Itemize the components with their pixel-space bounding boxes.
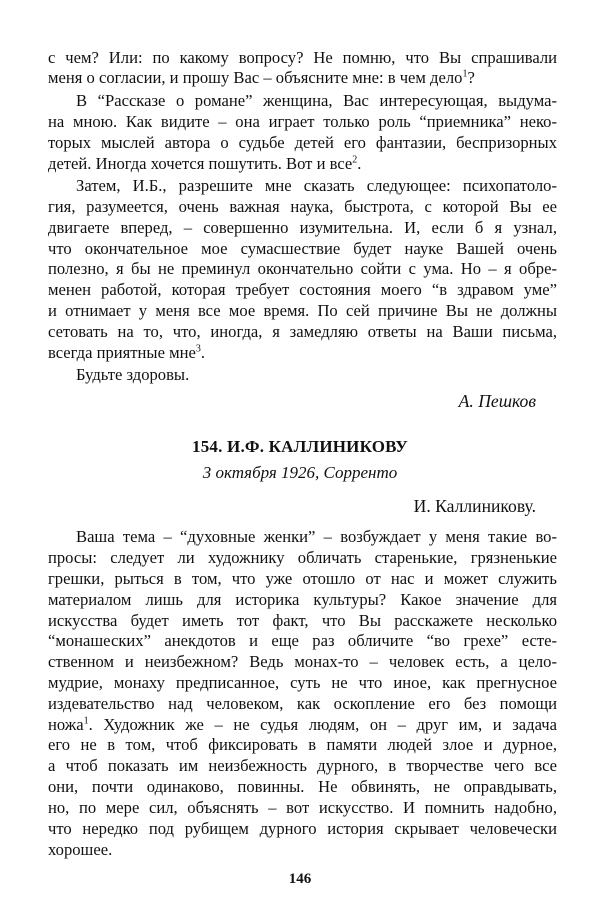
text-line: Ваша тема – “духовные женки” – возбуждает у меня такие во- (76, 527, 557, 547)
text-line: на мною. Как видите – она играет только роль “приемника” неко- (48, 111, 557, 131)
text-line: ственном и неизбежном? Ведь монах-то – человек есть, а цело- (48, 652, 557, 672)
signature: А. Пешков (458, 390, 536, 411)
text-line: меня о согласии, и прошу Вас – объясните мне: в чем дело$^1$? (48, 67, 475, 87)
text-line: материалом лишь для историка культуры? Какое значение для (48, 589, 557, 609)
text-line: ножа$^1$. Художник же – не судья людям, он – друг им, и задача (48, 714, 557, 734)
text-line: В “Рассказе о романе” женщина, Вас интересующая, выдума- (76, 91, 557, 111)
text-line: менен работой, которая требует состояния моего “в здравом уме” (48, 280, 557, 300)
text-line: хорошее. (48, 840, 113, 860)
text-line: они, почти одинаково, повинны. Не обвинять, не оправдывать, (48, 777, 557, 797)
text-line: гия, разумеется, очень важная наука, быстрота, с которой Вы ее (48, 196, 557, 216)
text-line: что окончательное мое сумасшествие будет науке Вашей очень (48, 238, 557, 258)
footnote-marker: 1 (83, 715, 89, 727)
footnote-marker: 2 (352, 153, 358, 165)
text-line: что нередко под рубищем дурного история скрывает человечески (48, 819, 557, 839)
text-line: просы: следует ли художнику обличать старенькие, грязненькие (48, 548, 557, 568)
text-line: грешки, рыться в том, что уже отошло от нас и может служить (48, 568, 557, 588)
text-line: полезно, я бы не преминул окончательно сойти с ума. Но – я обре- (48, 259, 557, 279)
footnote-marker: 1 (462, 68, 468, 79)
text-line: искусства будет иметь тот факт, что Вы расскажете несколько (48, 610, 557, 630)
text-line: но, по мере сил, объяснять – вот искусство. И помнить надобно, (48, 798, 557, 818)
footnote-marker: 3 (195, 343, 201, 355)
letter-date: 3 октября 1926, Сорренто (202, 463, 398, 483)
text-line: его не в том, чтоб фиксировать в памяти людей злое и дурное, (48, 735, 557, 755)
text-line: и отнимает у меня все мое время. По сей причине Вы не должны (48, 301, 557, 321)
text-line: сетовать на то, что, иногда, я замедляю ответы на Ваши письма, (48, 321, 557, 341)
text-line: с чем? Или: по какому вопросу? Не помню, что Вы спрашивали (48, 47, 557, 67)
text-line: детей. Иногда хочется пошутить. Вот и все$^2$. (48, 153, 362, 173)
letter-heading: 154. И.Ф. КАЛЛИНИКОВУ (192, 436, 408, 456)
text-line: “монашеских” анекдотов и еще раз обличите “во грехе” есте- (48, 631, 557, 651)
closing-line: Будьте здоровы. (76, 365, 190, 385)
text-line: двигаете вперед, – совершенно изумительна. И, если б я узнал, (48, 217, 557, 237)
text-line: торых мыслей автора о судьбе детей его фантазии, беспризорных (48, 132, 557, 152)
text-line: издевательство над человеком, как оскопление его без помощи (48, 693, 557, 713)
text-line: всегда приятные мне$^3$. (48, 342, 205, 362)
letter-addressee: И. Каллиникову. (413, 495, 536, 516)
text-line: а чтоб показать им неизбежность дурного, в творчестве чего все (48, 756, 557, 776)
page-number: 146 (288, 871, 312, 888)
text-line: мудрие, монаху предписанное, суть не что иное, как прегнусное (48, 672, 557, 692)
text-line: Затем, И.Б., разрешите мне сказать следующее: психопатоло- (76, 176, 557, 196)
